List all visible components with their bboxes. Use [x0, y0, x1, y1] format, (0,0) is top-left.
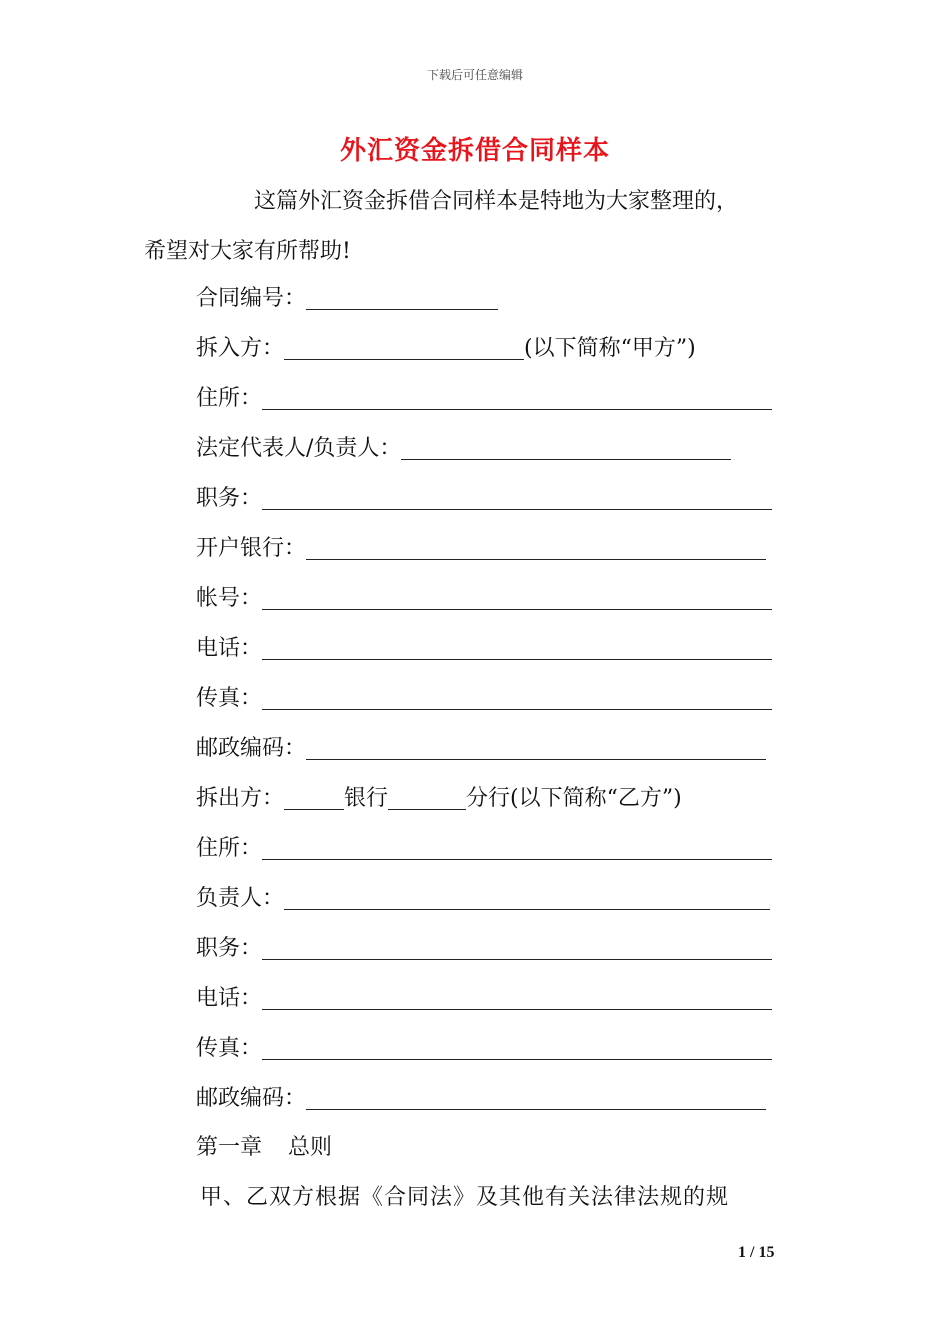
field-label: 拆出方：: [196, 786, 285, 811]
document-title: 外汇资金拆借合同样本: [339, 136, 610, 166]
fill-blank[interactable]: [262, 1037, 772, 1060]
field-address-b: [196, 834, 772, 864]
field-fax-b: [196, 1034, 772, 1064]
fill-blank[interactable]: [284, 887, 770, 910]
field-suffix: (以下简称“甲方”): [524, 336, 696, 361]
fill-blank[interactable]: [306, 537, 766, 560]
field-label: 拆入方：: [196, 336, 285, 361]
field-label: 住所：: [196, 836, 263, 861]
fill-blank[interactable]: [388, 787, 466, 810]
field-fax-a: [196, 684, 772, 714]
fill-blank[interactable]: [284, 787, 344, 810]
field-lender-branch: 分行(以下简称“乙方”): [466, 786, 682, 811]
fill-blank[interactable]: [306, 287, 498, 310]
fill-blank[interactable]: [401, 437, 731, 460]
field-lender-bank: 银行: [344, 786, 389, 811]
field-postcode-b: [196, 1084, 766, 1114]
field-label: 住所：: [196, 386, 263, 411]
chapter-name: 总则: [288, 1135, 333, 1160]
field-label: 邮政编码：: [196, 1086, 307, 1111]
field-contract-no: [196, 284, 498, 314]
field-position-a: [196, 484, 772, 514]
fill-blank[interactable]: [262, 687, 772, 710]
field-legal-rep: [196, 434, 731, 464]
field-borrower: [196, 334, 696, 364]
field-position-b: [196, 934, 772, 964]
field-bank: [196, 534, 766, 564]
fill-blank[interactable]: [262, 387, 772, 410]
field-phone-a: [196, 634, 772, 664]
body-paragraph: 甲、乙双方根据《合同法》及其他有关法律法规的规: [200, 1185, 730, 1210]
field-label: 合同编号：: [196, 286, 307, 311]
fill-blank[interactable]: [262, 487, 772, 510]
intro-line-2: 希望对大家有所帮助!: [144, 239, 351, 264]
header-note: 下载后可任意编辑: [426, 68, 523, 82]
fill-blank[interactable]: [306, 1087, 766, 1110]
field-label: 传真：: [196, 686, 263, 711]
fill-blank[interactable]: [262, 937, 772, 960]
field-label: 电话：: [196, 636, 263, 661]
fill-blank[interactable]: [284, 337, 524, 360]
fill-blank[interactable]: [262, 637, 772, 660]
field-label: 职务：: [196, 936, 263, 961]
chapter-number: 第一章: [196, 1135, 263, 1160]
field-postcode-a: [196, 734, 766, 764]
field-lender: [196, 784, 682, 814]
intro-line-1: 这篇外汇资金拆借合同样本是特地为大家整理的，: [254, 189, 739, 214]
field-label: 负责人：: [196, 886, 285, 911]
field-account: [196, 584, 772, 614]
field-phone-b: [196, 984, 772, 1014]
field-label: 帐号：: [196, 586, 263, 611]
fill-blank[interactable]: [262, 837, 772, 860]
page-number: 1 / 15: [738, 1244, 775, 1261]
field-principal-b: [196, 884, 770, 914]
chapter-heading: [196, 1130, 332, 1161]
field-label: 开户银行：: [196, 536, 307, 561]
field-label: 职务：: [196, 486, 263, 511]
field-label: 传真：: [196, 1036, 263, 1061]
field-address-a: [196, 384, 772, 414]
field-label: 法定代表人/负责人：: [196, 436, 402, 461]
fill-blank[interactable]: [262, 987, 772, 1010]
fill-blank[interactable]: [262, 587, 772, 610]
field-label: 邮政编码：: [196, 736, 307, 761]
fill-blank[interactable]: [306, 737, 766, 760]
field-label: 电话：: [196, 986, 263, 1011]
